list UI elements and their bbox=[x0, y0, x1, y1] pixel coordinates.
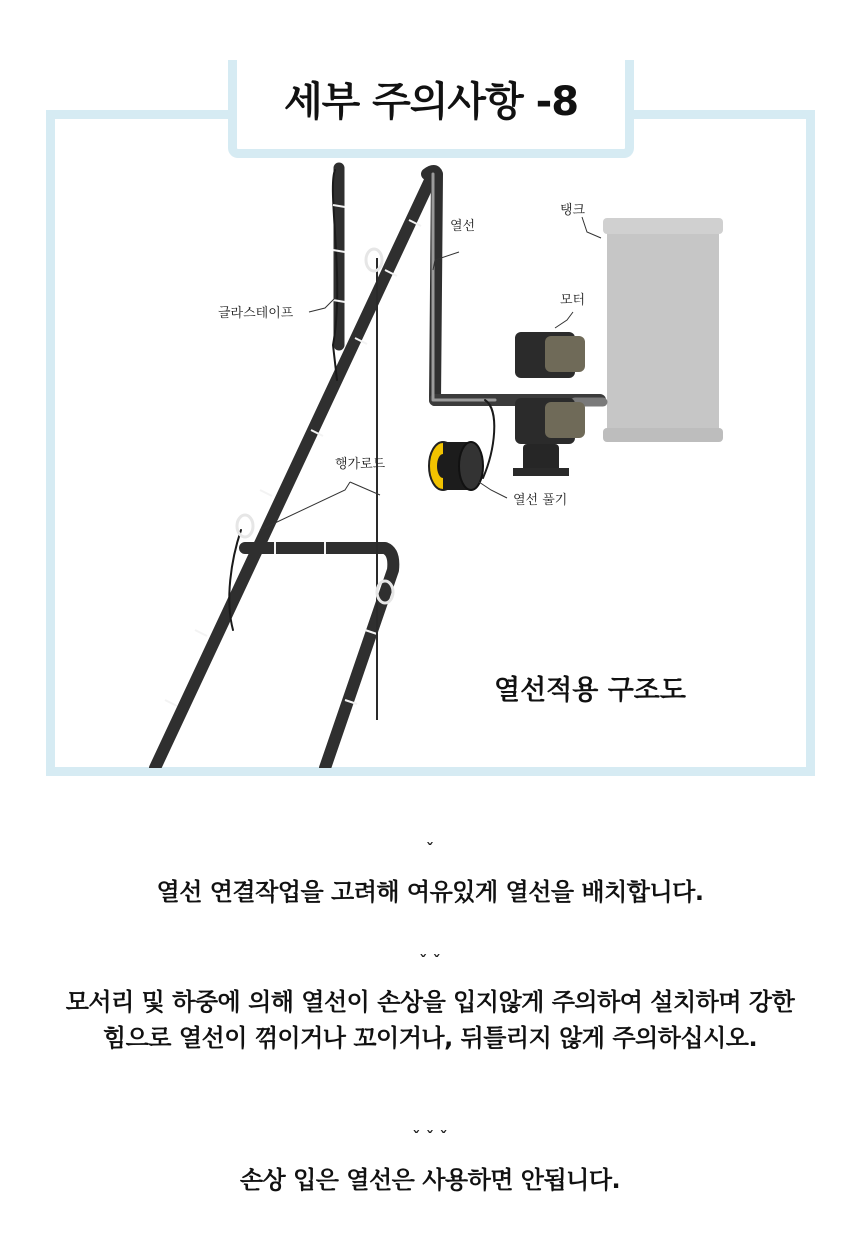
note-1-marker: ˇ bbox=[426, 840, 434, 859]
note-3-marker: ˇ ˇ ˇ bbox=[412, 1128, 448, 1147]
diagram-caption: 열선적용 구조도 bbox=[494, 675, 686, 706]
note-2-text: 모서리 및 하중에 의해 열선이 손상을 입지않게 주의하여 설치하며 강한 힘으로 열선이 꺾이거나 꼬이거나, 뒤틀리지 않게 주의하십시오. bbox=[65, 988, 795, 1052]
label-tank: 탱크 bbox=[560, 203, 586, 218]
tank-illustration bbox=[603, 218, 723, 442]
label-unwind-wire: 열선 풀기 bbox=[513, 493, 568, 508]
label-heat-wire: 열선 bbox=[450, 219, 476, 234]
note-3-text: 손상 입은 열선은 사용하면 안됩니다. bbox=[239, 1166, 621, 1194]
motor-illustration bbox=[513, 332, 585, 476]
note-2-marker: ˇ ˇ bbox=[419, 952, 441, 971]
wire-reel-illustration bbox=[429, 442, 483, 490]
label-motor: 모터 bbox=[560, 293, 586, 308]
label-hanger-rod: 행가로드 bbox=[335, 457, 386, 472]
page-title: 세부 주의사항 -8 bbox=[283, 79, 579, 125]
note-1-text: 열선 연결작업을 고려해 여유있게 열선을 배치합니다. bbox=[156, 878, 704, 906]
label-glass-tape: 글라스테이프 bbox=[218, 306, 294, 321]
